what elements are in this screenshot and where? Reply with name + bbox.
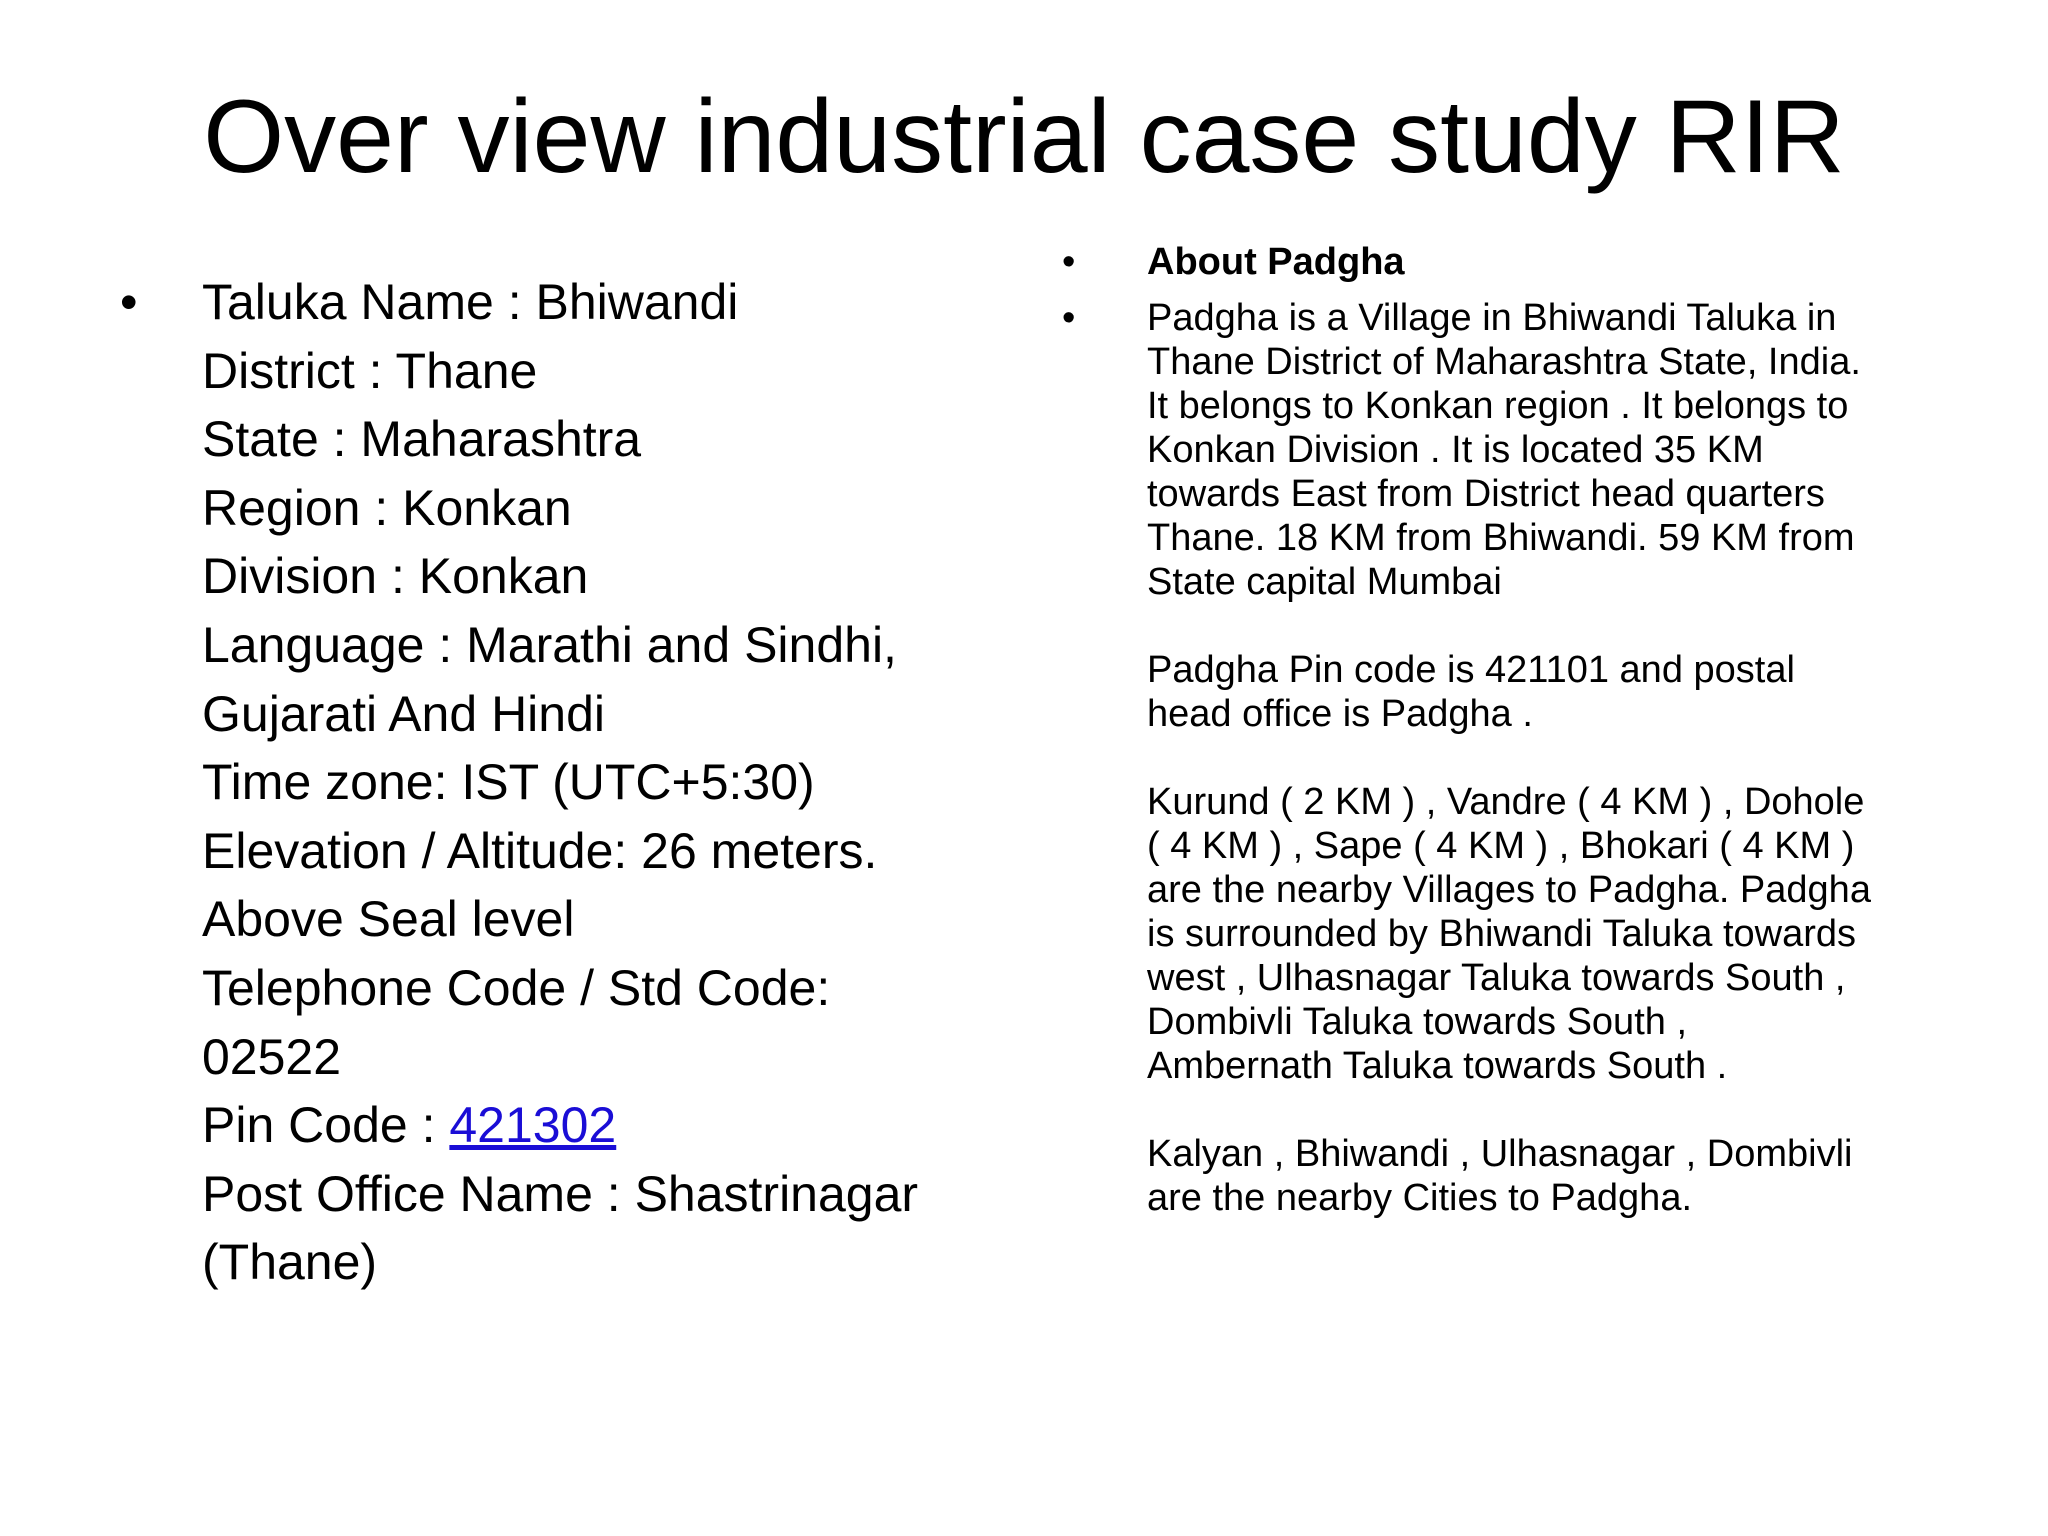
paragraph-gap	[1147, 1088, 1962, 1132]
paragraph-line: It belongs to Konkan region . It belongs to	[1147, 385, 1849, 427]
pin-code-line	[202, 1091, 980, 1160]
paragraph-line: Ambernath Taluka towards South .	[1147, 1045, 1728, 1087]
paragraph-line: Thane. 18 KM from Bhiwandi. 59 KM from	[1147, 517, 1855, 559]
telephone-line: Telephone Code / Std Code:	[202, 959, 831, 1016]
region-line: Region : Konkan	[202, 479, 572, 536]
right-content-column	[1062, 240, 1962, 1232]
paragraph-line: ( 4 KM ) , Sape ( 4 KM ) , Bhokari ( 4 KM )	[1147, 825, 1855, 867]
paragraph-line: Thane District of Maharashtra State, India.	[1147, 341, 1861, 383]
about-paragraph-villages	[1147, 780, 1962, 1088]
paragraph-line: Konkan Division . It is located 35 KM	[1147, 429, 1764, 471]
state-line: State : Maharashtra	[202, 411, 642, 468]
about-body-item	[1062, 296, 1962, 1220]
bullet-marker: •	[120, 274, 138, 330]
paragraph-line: head office is Padgha .	[1147, 693, 1533, 735]
about-heading-item	[1062, 240, 1962, 284]
paragraph-line: Kurund ( 2 KM ) , Vandre ( 4 KM ) , Dohole	[1147, 781, 1865, 823]
paragraph-line: Dombivli Taluka towards South ,	[1147, 1001, 1687, 1043]
about-paragraph-location	[1147, 296, 1962, 604]
post-office-line: Post Office Name : Shastrinagar	[202, 1165, 919, 1222]
paragraph-line: Padgha is a Village in Bhiwandi Taluka in	[1147, 297, 1837, 339]
about-paragraph-pin	[1147, 648, 1962, 736]
bullet-marker: •	[1062, 297, 1076, 339]
location-details	[202, 268, 980, 1297]
timezone-line: Time zone: IST (UTC+5:30)	[202, 754, 815, 811]
paragraph-line: Padgha Pin code is 421101 and postal	[1147, 649, 1795, 691]
taluka-line: Taluka Name : Bhiwandi	[202, 274, 739, 330]
left-content-column	[120, 268, 980, 1297]
language-line-continued: Gujarati And Hindi	[202, 685, 606, 742]
elevation-line: Elevation / Altitude: 26 meters.	[202, 822, 878, 879]
about-heading: About Padgha	[1147, 241, 1405, 283]
pin-code-label: Pin Code :	[202, 1097, 450, 1154]
bullet-marker: •	[1062, 241, 1076, 283]
paragraph-line: are the nearby Villages to Padgha. Padgha	[1147, 869, 1871, 911]
paragraph-line: west , Ulhasnagar Taluka towards South ,	[1147, 957, 1846, 999]
pin-code-link[interactable]: 421302	[449, 1097, 617, 1154]
district-line: District : Thane	[202, 342, 538, 399]
paragraph-line: are the nearby Cities to Padgha.	[1147, 1177, 1693, 1219]
paragraph-line: towards East from District head quarters	[1147, 473, 1825, 515]
slide-title: Over view industrial case study RIR	[203, 79, 1845, 195]
elevation-line-continued: Above Seal level	[202, 891, 575, 948]
paragraph-gap	[1147, 736, 1962, 780]
paragraph-gap	[1147, 604, 1962, 648]
paragraph-line: is surrounded by Bhiwandi Taluka towards	[1147, 913, 1857, 955]
paragraph-line: State capital Mumbai	[1147, 561, 1502, 603]
post-office-line-continued: (Thane)	[202, 1234, 378, 1291]
paragraph-line: Kalyan , Bhiwandi , Ulhasnagar , Dombivli	[1147, 1133, 1853, 1175]
about-paragraph-cities	[1147, 1132, 1962, 1220]
language-line: Language : Marathi and Sindhi,	[202, 616, 897, 673]
telephone-line-continued: 02522	[202, 1028, 342, 1085]
division-line: Division : Konkan	[202, 548, 589, 605]
